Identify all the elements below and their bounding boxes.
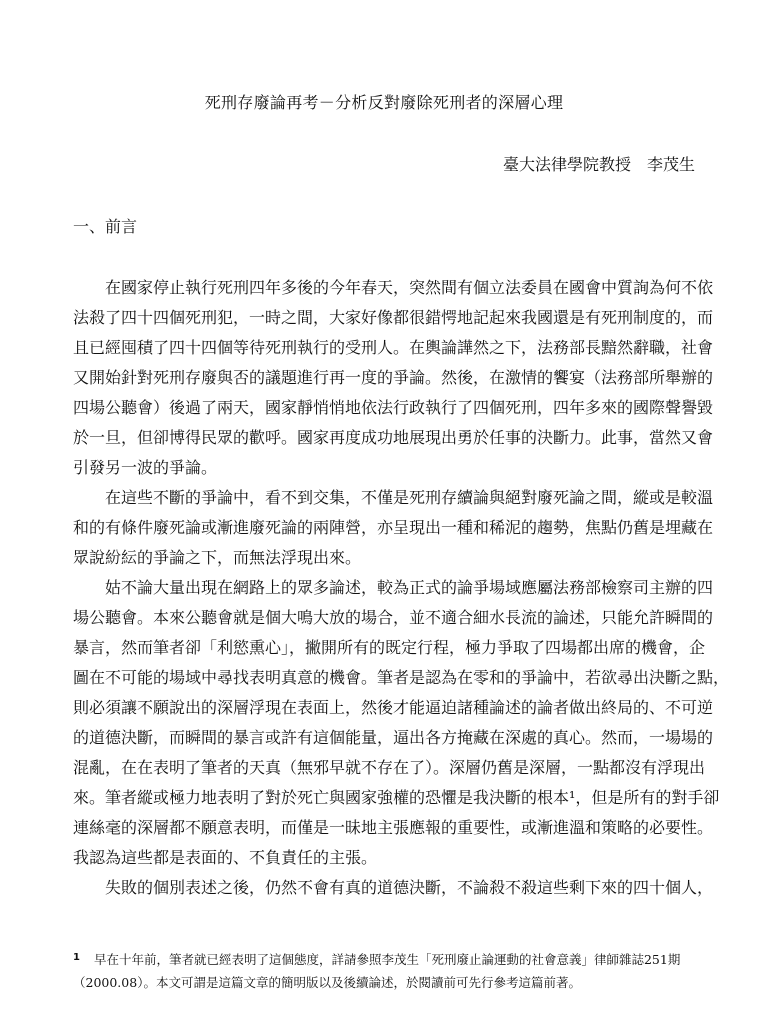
body-line: 的道德決斷，而瞬間的暴言或許有這個能量，逼出各方掩藏在深處的真心。然而，一場場的 <box>73 728 714 747</box>
body-line: 失敗的個別表述之後，仍然不會有真的道德決斷，不論殺不殺這些剩下來的四十個人， <box>105 878 714 897</box>
footnote-text: （2000.08）。本文可謂是這篇文章的簡明版以及後續論述，於閱讀前可先行參考這篇前著。 <box>73 975 581 990</box>
body-line: 引發另一波的爭論。 <box>73 458 218 477</box>
body-line: 眾說紛紜的爭論之下，而無法浮現出來。 <box>73 548 362 567</box>
body-line: 混亂，在在表明了筆者的天真（無邪早就不存在了）。深層仍舊是深層，一點都沒有浮現出 <box>73 758 706 777</box>
section-heading: 一、前言 <box>73 217 138 236</box>
body-text <box>73 277 730 907</box>
footnote-mark: 1 <box>73 952 80 963</box>
body-line: 場公聽會。本來公聽會就是個大鳴大放的場合，並不適合細水長流的論述，只能允許瞬間的 <box>73 608 714 627</box>
body-line: 且已經囤積了四十四個等待死刑執行的受刑人。在輿論譁然之下，法務部長黯然辭職，社會 <box>73 338 714 357</box>
body-line: 圖在不可能的場域中尋找表明真意的機會。筆者是認為在零和的爭論中，若欲尋出決斷之點， <box>73 668 730 687</box>
body-line: 暴言，然而筆者卻「利慾熏心」，撇開所有的既定行程，極力爭取了四場都出席的機會，企 <box>73 638 706 657</box>
body-line: 法殺了四十四個死刑犯，一時之間，大家好像都很錯愕地記起來我國還是有死刑制度的，而 <box>73 308 714 327</box>
footnote-line <box>73 946 699 971</box>
footnote-text: 早在十年前，筆者就已經表明了這個態度，詳請參照李茂生「死刑廢止論運動的社會意義」律師雜誌251期 <box>93 952 681 967</box>
body-line: 連絲毫的深層都不願意表明，而僅是一昧地主張應報的重要性，或漸進溫和策略的必要性。 <box>73 818 714 837</box>
body-line: 來。筆者縱或極力地表明了對於死亡與國家強權的恐懼是我決斷的根本¹，但是所有的對手卻 <box>73 788 720 807</box>
paper-title: 死刑存廢論再考－分析反對廢除死刑者的深層心理 <box>204 93 564 112</box>
body-line: 姑不論大量出現在網路上的眾多論述，較為正式的論爭場域應屬法務部檢察司主辦的四 <box>105 578 714 597</box>
body-line: 四場公聽會）後過了兩天，國家靜悄悄地依法行政執行了四個死刑，四年多來的國際聲譽毀 <box>73 398 714 417</box>
body-line: 在國家停止執行死刑四年多後的今年春天，突然間有個立法委員在國會中質詢為何不依 <box>105 278 714 297</box>
body-line: 在這些不斷的爭論中，看不到交集，不僅是死刑存續論與絕對廢死論之間，縱或是較溫 <box>105 488 714 507</box>
body-line: 又開始針對死刑存廢與否的議題進行再一度的爭論。然後，在激情的饗宴（法務部所舉辦的 <box>73 368 714 387</box>
footnote-line <box>73 971 699 996</box>
footnote <box>73 946 699 996</box>
body-line: 則必須讓不願說出的深層浮現在表面上，然後才能逼迫諸種論述的論者做出終局的、不可逆 <box>73 698 714 717</box>
body-line: 我認為這些都是表面的、不負責任的主張。 <box>73 848 378 867</box>
author-line: 臺大法律學院教授 李茂生 <box>502 155 695 174</box>
body-line: 和的有條件廢死論或漸進廢死論的兩陣營，亦呈現出一種和稀泥的趨勢，焦點仍舊是埋藏在 <box>73 518 714 537</box>
body-line: 於一旦，但卻博得民眾的歡呼。國家再度成功地展現出勇於任事的決斷力。此事，當然又會 <box>73 428 714 447</box>
